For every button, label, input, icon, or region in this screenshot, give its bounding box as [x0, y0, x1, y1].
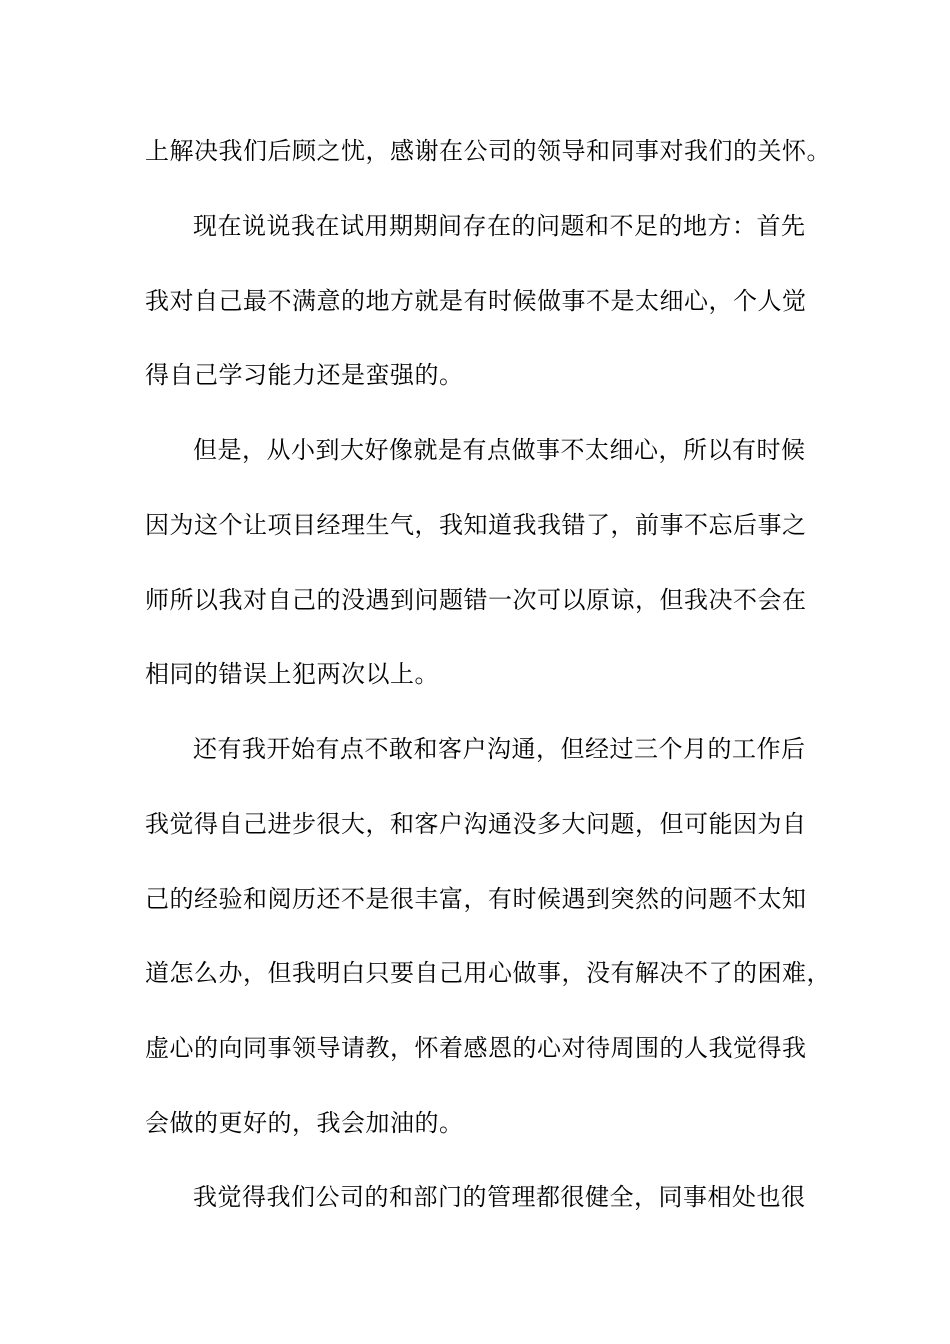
text-line: 虚心的向同事领导请教，怀着感恩的心对待周围的人我觉得我 [145, 1034, 807, 1062]
paragraph-first-line: 还有我开始有点不敢和客户沟通，但经过三个月的工作后 [193, 735, 806, 763]
text-line: 会做的更好的，我会加油的。 [145, 1109, 464, 1137]
text-line: 相同的错误上犯两次以上。 [145, 660, 439, 688]
paragraph-first-line: 现在说说我在试用期期间存在的问题和不足的地方：首先 [193, 212, 806, 240]
paragraph-first-line: 我觉得我们公司的和部门的管理都很健全，同事相处也很 [193, 1183, 806, 1211]
text-line: 我对自己最不满意的地方就是有时候做事不是太细心，个人觉 [145, 287, 807, 315]
text-line: 得自己学习能力还是蛮强的。 [145, 361, 464, 389]
paragraph-first-line: 但是，从小到大好像就是有点做事不太细心，所以有时候 [193, 436, 806, 464]
text-line: 师所以我对自己的没遇到问题错一次可以原谅，但我决不会在 [145, 586, 807, 614]
text-line: 道怎么办，但我明白只要自己用心做事，没有解决不了的困难， [145, 959, 831, 987]
text-line: 上解决我们后顾之忧，感谢在公司的领导和同事对我们的关怀。 [145, 137, 831, 165]
text-line: 我觉得自己进步很大，和客户沟通没多大问题，但可能因为自 [145, 810, 807, 838]
text-line: 己的经验和阅历还不是很丰富，有时候遇到突然的问题不太知 [145, 885, 807, 913]
text-line: 因为这个让项目经理生气，我知道我我错了，前事不忘后事之 [145, 511, 807, 539]
